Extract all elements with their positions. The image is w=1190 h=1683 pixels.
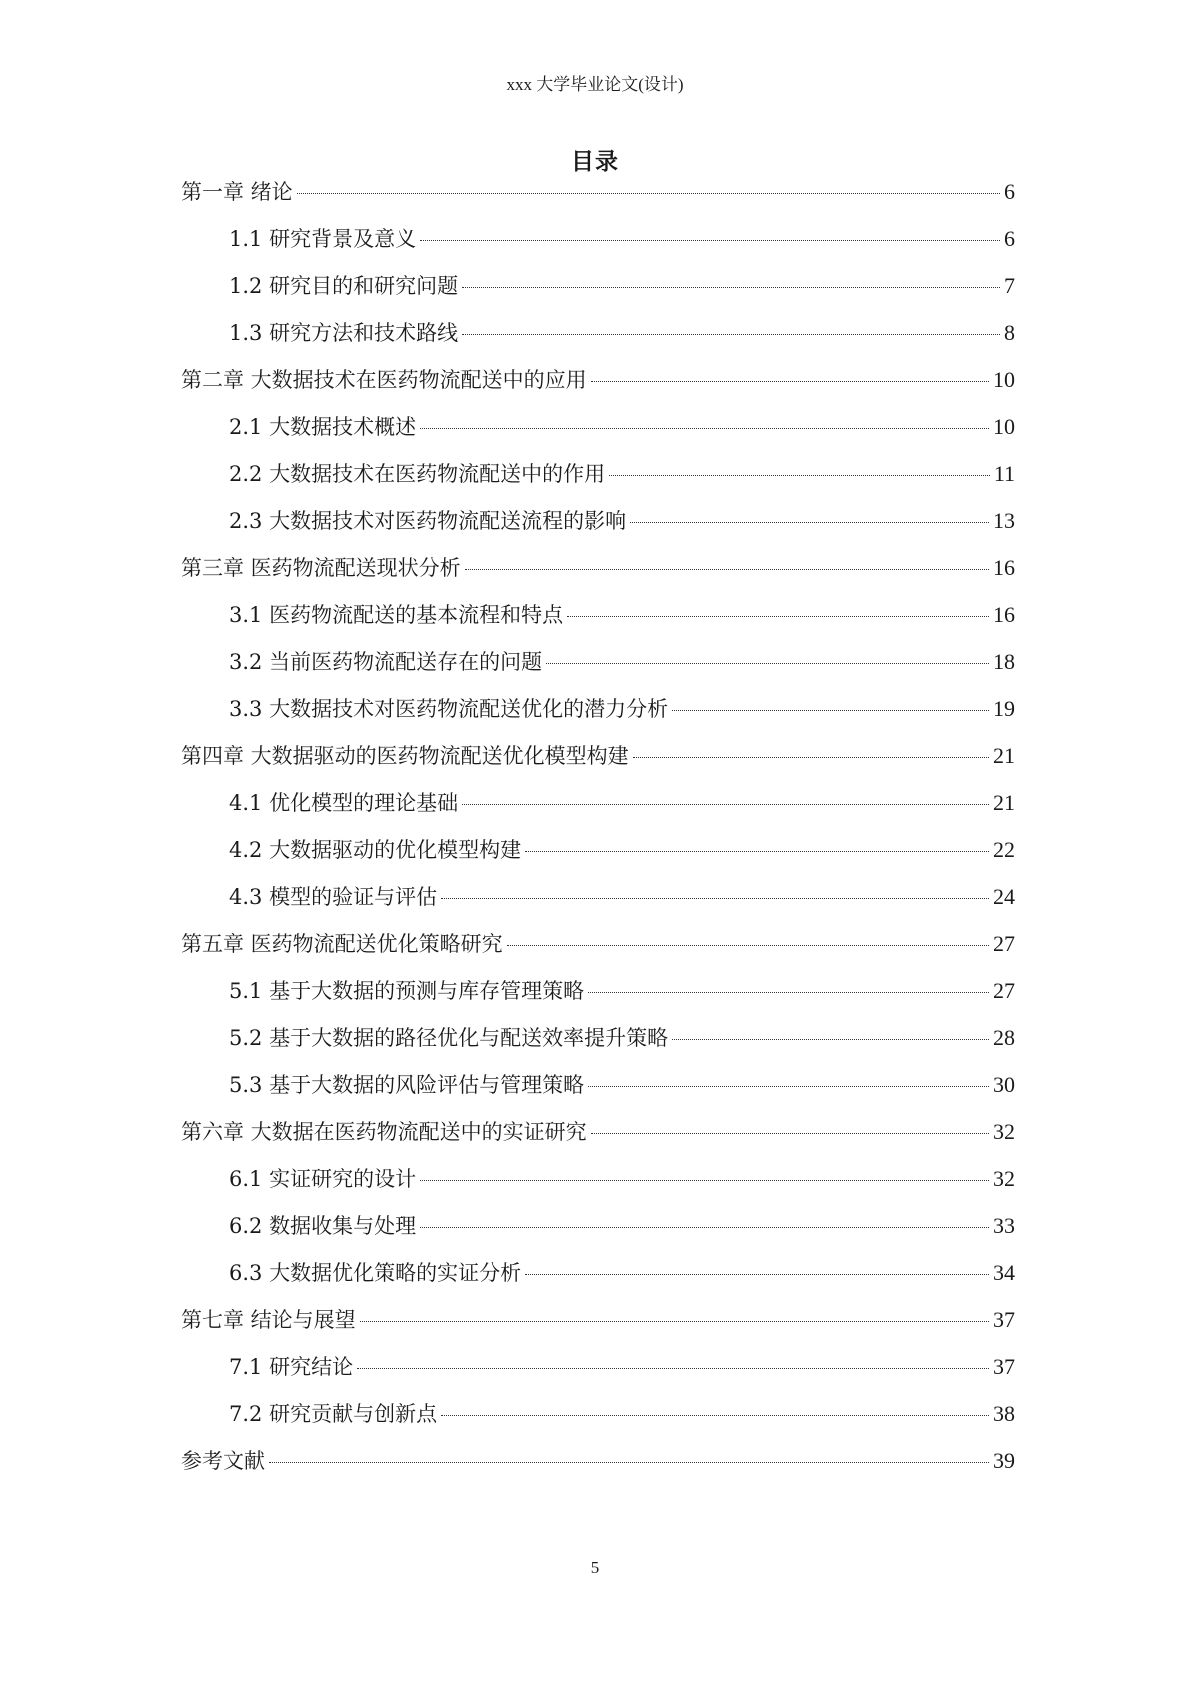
toc-entry-label: 第三章 医药物流配送现状分析 — [181, 556, 461, 580]
dot-leader — [525, 1274, 989, 1275]
toc-entry-page: 27 — [993, 978, 1015, 1003]
toc-entry-label: 1.2 研究目的和研究问题 — [229, 274, 459, 298]
toc-entry-page: 10 — [993, 367, 1015, 392]
toc-entry-label: 参考文献 — [181, 1449, 265, 1473]
toc-entry-references[interactable] — [181, 1445, 1015, 1492]
dot-leader — [420, 1180, 989, 1181]
toc-entry-label: 4.1 优化模型的理论基础 — [229, 791, 459, 815]
toc-entry-section-3-2[interactable] — [181, 646, 1015, 693]
toc-entry-section-2-3[interactable] — [181, 505, 1015, 552]
toc-entry-label: 第六章 大数据在医药物流配送中的实证研究 — [181, 1120, 587, 1144]
toc-entry-chapter-1[interactable] — [181, 176, 1015, 223]
table-of-contents — [181, 176, 1015, 1492]
toc-entry-label: 1.1 研究背景及意义 — [229, 227, 417, 251]
toc-entry-section-2-2[interactable] — [181, 458, 1015, 505]
toc-entry-section-2-1[interactable] — [181, 411, 1015, 458]
toc-entry-label: 5.1 基于大数据的预测与库存管理策略 — [229, 979, 585, 1003]
toc-entry-label: 第二章 大数据技术在医药物流配送中的应用 — [181, 368, 587, 392]
toc-entry-section-3-3[interactable] — [181, 693, 1015, 740]
toc-entry-chapter-4[interactable] — [181, 740, 1015, 787]
toc-entry-section-6-1[interactable] — [181, 1163, 1015, 1210]
page-header: xxx 大学毕业论文(设计) — [506, 75, 684, 94]
dot-leader — [507, 945, 989, 946]
toc-entry-page: 37 — [993, 1307, 1015, 1332]
dot-leader — [465, 569, 989, 570]
toc-entry-section-4-3[interactable] — [181, 881, 1015, 928]
dot-leader — [297, 193, 1000, 194]
toc-entry-section-5-2[interactable] — [181, 1022, 1015, 1069]
toc-entry-page: 16 — [993, 602, 1015, 627]
toc-entry-label: 5.2 基于大数据的路径优化与配送效率提升策略 — [229, 1026, 669, 1050]
toc-entry-label: 2.1 大数据技术概述 — [229, 415, 417, 439]
toc-entry-page: 38 — [993, 1401, 1015, 1426]
dot-leader — [672, 710, 989, 711]
toc-entry-page: 30 — [993, 1072, 1015, 1097]
toc-entry-page: 19 — [993, 696, 1015, 721]
toc-entry-page: 22 — [993, 837, 1015, 862]
toc-entry-section-7-1[interactable] — [181, 1351, 1015, 1398]
toc-entry-label: 3.1 医药物流配送的基本流程和特点 — [229, 603, 564, 627]
dot-leader — [357, 1368, 989, 1369]
toc-entry-label: 7.1 研究结论 — [229, 1355, 354, 1379]
toc-entry-label: 4.2 大数据驱动的优化模型构建 — [229, 838, 522, 862]
toc-entry-page: 32 — [993, 1119, 1015, 1144]
toc-entry-page: 37 — [993, 1354, 1015, 1379]
toc-entry-page: 34 — [993, 1260, 1015, 1285]
dot-leader — [672, 1039, 989, 1040]
toc-entry-label: 1.3 研究方法和技术路线 — [229, 321, 459, 345]
dot-leader — [462, 287, 1000, 288]
toc-entry-page: 39 — [993, 1448, 1015, 1473]
toc-entry-chapter-2[interactable] — [181, 364, 1015, 411]
toc-entry-label: 第一章 绪论 — [181, 180, 293, 204]
toc-entry-page: 6 — [1004, 226, 1015, 251]
dot-leader — [525, 851, 989, 852]
toc-entry-label: 3.3 大数据技术对医药物流配送优化的潜力分析 — [229, 697, 669, 721]
toc-entry-label: 2.2 大数据技术在医药物流配送中的作用 — [229, 462, 606, 486]
dot-leader — [269, 1462, 989, 1463]
toc-entry-section-5-1[interactable] — [181, 975, 1015, 1022]
toc-entry-chapter-6[interactable] — [181, 1116, 1015, 1163]
toc-entry-label: 2.3 大数据技术对医药物流配送流程的影响 — [229, 509, 627, 533]
toc-entry-page: 11 — [993, 461, 1015, 486]
toc-entry-section-6-3[interactable] — [181, 1257, 1015, 1304]
toc-entry-label: 6.2 数据收集与处理 — [229, 1214, 417, 1238]
toc-entry-page: 33 — [993, 1213, 1015, 1238]
dot-leader — [591, 1133, 989, 1134]
dot-leader — [360, 1321, 989, 1322]
toc-entry-section-5-3[interactable] — [181, 1069, 1015, 1116]
dot-leader — [588, 992, 989, 993]
toc-entry-label: 4.3 模型的验证与评估 — [229, 885, 438, 909]
toc-entry-page: 16 — [993, 555, 1015, 580]
dot-leader — [630, 522, 989, 523]
toc-entry-page: 18 — [993, 649, 1015, 674]
toc-title: 目录 — [571, 148, 619, 175]
toc-entry-page: 6 — [1004, 179, 1015, 204]
dot-leader — [546, 663, 989, 664]
dot-leader — [591, 381, 989, 382]
toc-entry-section-7-2[interactable] — [181, 1398, 1015, 1445]
dot-leader — [462, 804, 989, 805]
toc-entry-label: 6.1 实证研究的设计 — [229, 1167, 417, 1191]
toc-entry-chapter-5[interactable] — [181, 928, 1015, 975]
toc-entry-section-4-1[interactable] — [181, 787, 1015, 834]
toc-entry-page: 7 — [1004, 273, 1015, 298]
toc-entry-page: 21 — [993, 743, 1015, 768]
toc-entry-page: 32 — [993, 1166, 1015, 1191]
toc-entry-label: 6.3 大数据优化策略的实证分析 — [229, 1261, 522, 1285]
toc-entry-section-1-1[interactable] — [181, 223, 1015, 270]
toc-entry-label: 第四章 大数据驱动的医药物流配送优化模型构建 — [181, 744, 629, 768]
toc-entry-label: 7.2 研究贡献与创新点 — [229, 1402, 438, 1426]
toc-entry-section-6-2[interactable] — [181, 1210, 1015, 1257]
dot-leader — [420, 428, 989, 429]
dot-leader — [588, 1086, 989, 1087]
dot-leader — [462, 334, 1000, 335]
dot-leader — [441, 898, 989, 899]
toc-entry-label: 第五章 医药物流配送优化策略研究 — [181, 932, 503, 956]
toc-entry-section-3-1[interactable] — [181, 599, 1015, 646]
toc-entry-label: 3.2 当前医药物流配送存在的问题 — [229, 650, 543, 674]
toc-entry-section-1-2[interactable] — [181, 270, 1015, 317]
toc-entry-page: 24 — [993, 884, 1015, 909]
dot-leader — [567, 616, 989, 617]
toc-entry-chapter-3[interactable] — [181, 552, 1015, 599]
toc-entry-page: 27 — [993, 931, 1015, 956]
toc-entry-page: 21 — [993, 790, 1015, 815]
toc-entry-label: 第七章 结论与展望 — [181, 1308, 356, 1332]
toc-entry-label: 5.3 基于大数据的风险评估与管理策略 — [229, 1073, 585, 1097]
toc-entry-page: 28 — [993, 1025, 1015, 1050]
toc-entry-page: 13 — [993, 508, 1015, 533]
toc-entry-section-4-2[interactable] — [181, 834, 1015, 881]
page-number: 5 — [590, 1558, 600, 1577]
dot-leader — [420, 240, 1000, 241]
toc-entry-page: 8 — [1004, 320, 1015, 345]
dot-leader — [609, 475, 990, 476]
dot-leader — [420, 1227, 989, 1228]
toc-entry-chapter-7[interactable] — [181, 1304, 1015, 1351]
toc-entry-section-1-3[interactable] — [181, 317, 1015, 364]
toc-entry-page: 10 — [993, 414, 1015, 439]
dot-leader — [633, 757, 989, 758]
dot-leader — [441, 1415, 989, 1416]
